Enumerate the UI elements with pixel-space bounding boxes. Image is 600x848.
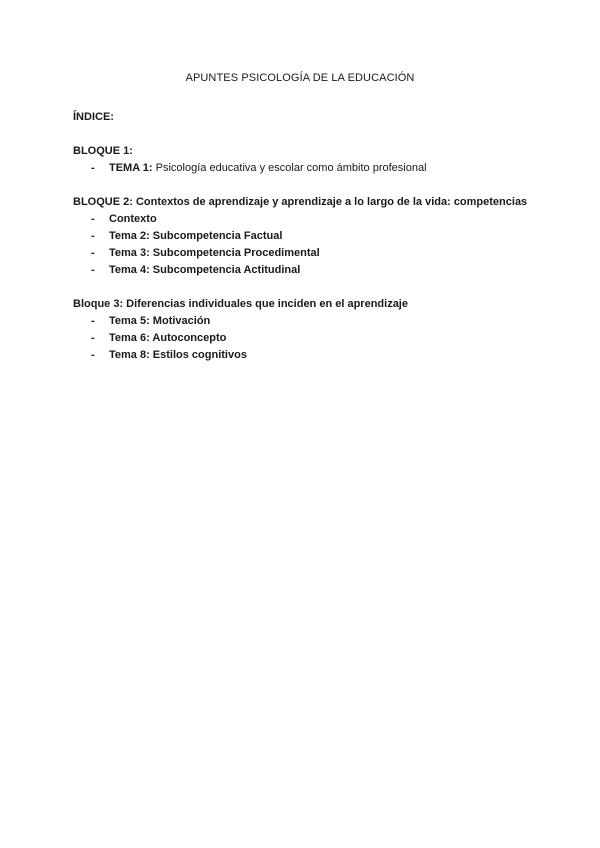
bullet-dash: - [91, 332, 95, 344]
topic-list [73, 313, 553, 364]
topic-title: Tema 8: Estilos cognitivos [109, 349, 247, 361]
section-bloque-1 [73, 143, 553, 177]
section-heading: Bloque 3: Diferencias individuales que inciden en el aprendizaje [73, 298, 408, 310]
topic-title: Tema 5: Motivación [109, 315, 211, 327]
topic-number: TEMA 1: [109, 162, 153, 174]
bullet-dash: - [91, 247, 95, 259]
list-item [73, 313, 553, 330]
topic-title: Contexto [109, 213, 157, 225]
list-item [73, 211, 553, 228]
document-title: APUNTES PSICOLOGÍA DE LA EDUCACIÓN [185, 72, 415, 84]
section-heading: BLOQUE 1: [73, 145, 133, 157]
list-item [73, 245, 553, 262]
bullet-dash: - [91, 264, 95, 276]
list-item [73, 330, 553, 347]
list-item [73, 347, 553, 364]
topic-title: Tema 4: Subcompetencia Actitudinal [109, 264, 301, 276]
list-item [73, 262, 553, 279]
index-content [73, 109, 553, 381]
list-item [73, 228, 553, 245]
topic-description: Psicología educativa y escolar como ámbito profesional [152, 162, 427, 174]
bullet-dash: - [91, 213, 95, 225]
bullet-dash: - [91, 315, 95, 327]
list-item [73, 160, 553, 177]
topic-title: Tema 2: Subcompetencia Factual [109, 230, 283, 242]
bullet-dash: - [91, 230, 95, 242]
bullet-dash: - [91, 349, 95, 361]
section-bloque-3 [73, 296, 553, 364]
topic-title: Tema 3: Subcompetencia Procedimental [109, 247, 320, 259]
topic-title: Tema 6: Autoconcepto [109, 332, 227, 344]
topic-list [73, 211, 553, 279]
section-heading: BLOQUE 2: Contextos de aprendizaje y aprendizaje a lo largo de la vida: competencias [73, 196, 528, 208]
section-bloque-2 [73, 194, 553, 279]
topic-list [73, 160, 553, 177]
bullet-dash: - [91, 162, 95, 174]
index-heading: ÍNDICE: [73, 111, 114, 123]
